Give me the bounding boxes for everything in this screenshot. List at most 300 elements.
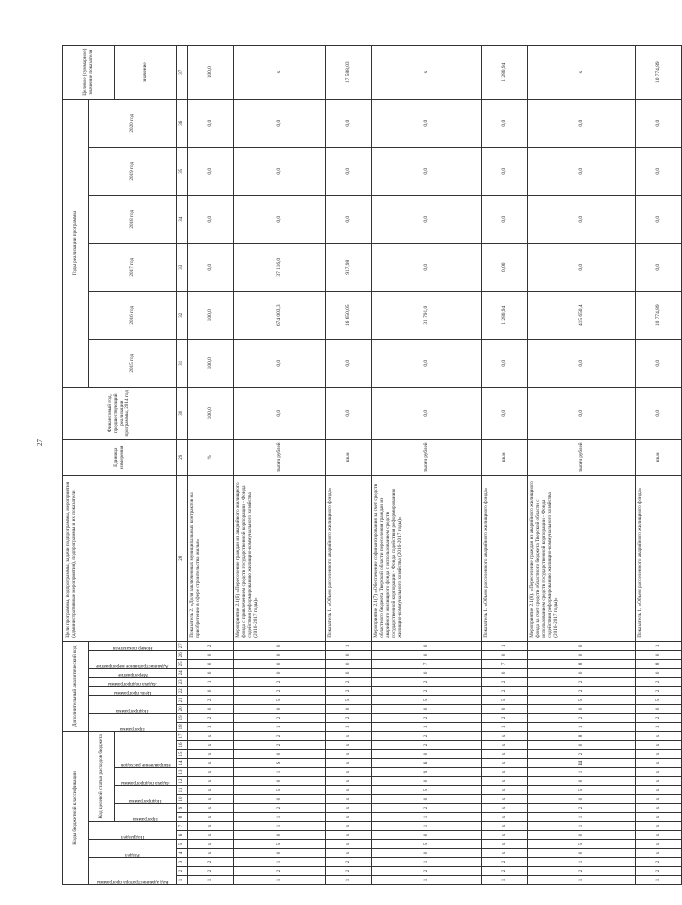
column-index-cell: 7 [177, 822, 188, 831]
code-cell: 0 [188, 668, 234, 677]
year-value-cell: 0,0 [234, 147, 326, 195]
code-cell: х [636, 840, 682, 849]
code-cell: 0 [372, 777, 482, 786]
code-cell: х [482, 813, 528, 822]
target-article-header: Код целевой статьи расходов бюджета [89, 731, 115, 821]
code-cell: 1 [528, 876, 636, 885]
code-cell: 1 [234, 813, 326, 822]
year-value-cell: 0,0 [234, 339, 326, 387]
column-index-cell: 6 [177, 831, 188, 840]
code-cell: х [482, 777, 528, 786]
code-cell: х [326, 750, 372, 759]
year-value-cell: 0,0 [528, 339, 636, 387]
code-cell: х [188, 804, 234, 813]
year-value-cell: 100,0 [188, 339, 234, 387]
column-index-cell: 11 [177, 786, 188, 795]
column-index-cell: 10 [177, 795, 188, 804]
code-cell: 0 [326, 704, 372, 713]
code-cell: 1 [234, 768, 326, 777]
table-row [482, 45, 528, 884]
column-index-cell: 13 [177, 768, 188, 777]
subprogram-header: Подпрограмма [115, 786, 177, 804]
name-column-header: Цели программы, подпрограммы, задачи подпрограммы, мероприятия (административные мероприятия), подпрограммы и их показатели [63, 475, 177, 641]
code-cell: 2 [372, 867, 482, 876]
code-cell: 2 [326, 713, 372, 722]
code-cell: 0 [234, 641, 326, 650]
code-cell: 0 [188, 686, 234, 695]
code-cell: 5 [528, 840, 636, 849]
code-cell: 2 [326, 677, 372, 686]
code-cell: х [482, 741, 528, 750]
year-value-cell: 917,98 [326, 243, 372, 291]
unit-cell: тысяч рублей [234, 439, 326, 475]
code-cell: 1 [326, 722, 372, 731]
code-cell: 0 [234, 849, 326, 858]
column-index-cell: 34 [177, 195, 188, 243]
year-value-cell: 0,0 [372, 99, 482, 147]
code-cell: 2 [482, 858, 528, 867]
row-name-cell: Мероприятие 2.1(7) «Обеспечение софинансирования за счет средств областного бюджета Тверской области переселения граждан из аварийного жилищного фонда с использованием средств государственной корпорации - Фонда содействия реформированию жилищно-коммунального хозяйства (2016-2017 годы)» [372, 475, 482, 641]
column-index-cell: 8 [177, 813, 188, 822]
year-value-cell: 0,0 [528, 147, 636, 195]
code-cell: 5 [372, 840, 482, 849]
year-value-cell: 0,00 [482, 243, 528, 291]
code-cell: 0 [372, 641, 482, 650]
year-2017-header: 2017 год [89, 243, 177, 291]
code-cell: 5 [372, 695, 482, 704]
code-cell: 1 [636, 876, 682, 885]
year-value-cell: 0,0 [636, 99, 682, 147]
code-cell: 2 [528, 677, 636, 686]
year-value-cell: 0,0 [326, 339, 372, 387]
code-cell: 5 [372, 786, 482, 795]
year-value-cell: 674 003,3 [234, 291, 326, 339]
code-cell: х [188, 759, 234, 768]
code-cell: 0 [234, 750, 326, 759]
final-value-cell: 100,0 [188, 45, 234, 99]
code-cell: 2 [234, 713, 326, 722]
fin-year-cell: 0,0 [482, 387, 528, 439]
code-cell: 5 [326, 695, 372, 704]
code-cell: 0 [234, 777, 326, 786]
year-value-cell: 0,0 [372, 147, 482, 195]
code-cell: 0 [372, 750, 482, 759]
code-cell: 0 [636, 704, 682, 713]
a-indicator-number-header: Номер показателя [89, 641, 177, 650]
year-value-cell: 0,0 [372, 243, 482, 291]
code-cell: 5 [234, 840, 326, 849]
code-cell: х [482, 750, 528, 759]
fin-year-cell: 0,0 [528, 387, 636, 439]
code-cell: х [482, 822, 528, 831]
admin-code-header: Код администратора программы [89, 858, 177, 885]
code-cell: 2 [188, 867, 234, 876]
code-cell: 2 [234, 677, 326, 686]
code-cell: х [636, 795, 682, 804]
code-cell: х [482, 786, 528, 795]
final-value-cell: х [372, 45, 482, 99]
code-cell: 0 [326, 668, 372, 677]
code-cell: 0 [234, 831, 326, 840]
year-value-cell: 0,0 [326, 99, 372, 147]
code-cell: 0 [528, 741, 636, 750]
year-value-cell: 0,0 [636, 195, 682, 243]
code-cell: 0 [234, 659, 326, 668]
code-cell: 1 [636, 722, 682, 731]
code-cell: 9 [372, 768, 482, 777]
final-value-cell: 1 280,94 [482, 45, 528, 99]
code-cell: 2 [326, 867, 372, 876]
code-cell: х [188, 795, 234, 804]
subprogram-task-header: Задача подпрограммы [115, 768, 177, 786]
unit-cell: тысяч рублей [372, 439, 482, 475]
code-cell: х [188, 786, 234, 795]
code-cell: 2 [636, 867, 682, 876]
code-cell: х [482, 795, 528, 804]
code-cell: 2 [372, 713, 482, 722]
final-value-cell: х [528, 45, 636, 99]
year-value-cell: 0,0 [372, 195, 482, 243]
code-cell: 0 [188, 704, 234, 713]
code-cell: 5 [482, 695, 528, 704]
code-cell: 1 [528, 822, 636, 831]
code-cell: 1 [234, 822, 326, 831]
code-cell: 0 [482, 668, 528, 677]
code-cell: Ш [528, 759, 636, 768]
code-cell: 1 [234, 876, 326, 885]
code-cell: 0 [482, 704, 528, 713]
code-cell: 2 [188, 695, 234, 704]
code-cell: 0 [372, 849, 482, 858]
code-cell: 2 [372, 677, 482, 686]
year-value-cell: 0,0 [188, 99, 234, 147]
code-cell: х [482, 840, 528, 849]
fin-year-cell: 0,0 [234, 387, 326, 439]
column-index-cell: 19 [177, 713, 188, 722]
code-cell: х [188, 777, 234, 786]
year-value-cell: 16 650,05 [326, 291, 372, 339]
code-cell: 5 [636, 695, 682, 704]
code-cell: 1 [372, 813, 482, 822]
a-goal-header: Цель программы [89, 686, 177, 695]
year-2019-header: 2019 год [89, 147, 177, 195]
code-cell: 7 [482, 659, 528, 668]
code-cell: 8 [528, 731, 636, 740]
program-table [62, 45, 682, 885]
column-index-cell: 21 [177, 695, 188, 704]
subsection-header: Подраздел [89, 822, 177, 840]
a-program-header: Программа [89, 713, 177, 731]
code-cell: 2 [188, 713, 234, 722]
code-cell: 2 [636, 686, 682, 695]
code-cell: 0 [372, 704, 482, 713]
code-cell: 1 [326, 876, 372, 885]
code-cell: х [326, 786, 372, 795]
column-index-cell: 1 [177, 876, 188, 885]
extra-code-header: Дополнительный аналитический код [63, 641, 89, 731]
year-value-cell: 0,0 [528, 195, 636, 243]
column-index-cell: 36 [177, 99, 188, 147]
fin-year-cell: 100,0 [188, 387, 234, 439]
column-index-cell: 25 [177, 659, 188, 668]
program-table-sheet [62, 45, 662, 885]
year-2016-header: 2016 год [89, 291, 177, 339]
code-cell: 2 [234, 804, 326, 813]
code-cell: 1 [528, 722, 636, 731]
column-index-cell: 24 [177, 668, 188, 677]
column-index-cell: 5 [177, 840, 188, 849]
year-value-cell: 0,0 [482, 147, 528, 195]
row-name-cell: Мероприятие 2.1(б) «Переселение граждан из аварийного жилищного фонда с привлечением средств государственной корпорации - Фонда содействия реформированию жилищно-коммунального хозяйства (2016-2017 годы)» [234, 475, 326, 641]
code-cell: 0 [528, 849, 636, 858]
code-cell: 5 [528, 695, 636, 704]
column-index-cell: 26 [177, 650, 188, 659]
code-cell: 1 [372, 822, 482, 831]
year-value-cell: 1 280,94 [482, 291, 528, 339]
code-cell: 0 [528, 668, 636, 677]
code-cell: 1 [528, 858, 636, 867]
unit-cell: % [188, 439, 234, 475]
code-cell: 0 [528, 650, 636, 659]
code-cell: S [234, 759, 326, 768]
code-cell: х [326, 731, 372, 740]
code-cell: х [326, 741, 372, 750]
code-cell: 2 [636, 858, 682, 867]
code-cell: 1 [234, 722, 326, 731]
code-cell: 0 [234, 650, 326, 659]
code-cell: х [188, 813, 234, 822]
column-index-cell: 20 [177, 704, 188, 713]
unit-cell: кв.м [636, 439, 682, 475]
code-cell: 2 [372, 686, 482, 695]
year-value-cell: 0,0 [188, 243, 234, 291]
year-value-cell: 0,0 [636, 243, 682, 291]
final-value-cell: 10 774,89 [636, 45, 682, 99]
year-2018-header: 2018 год [89, 195, 177, 243]
years-header: Годы реализации программы [63, 99, 89, 387]
year-value-cell: 0,0 [636, 339, 682, 387]
code-cell: х [482, 804, 528, 813]
code-cell: х [636, 813, 682, 822]
code-cell: 0 [636, 668, 682, 677]
a-admin-activity-header: Административное мероприятие [89, 650, 177, 668]
column-index-cell: 15 [177, 750, 188, 759]
code-cell: х [636, 849, 682, 858]
code-cell: 2 [528, 686, 636, 695]
year-value-cell: 0,0 [636, 147, 682, 195]
code-cell: х [636, 759, 682, 768]
code-cell: х [636, 750, 682, 759]
code-cell: 0 [188, 659, 234, 668]
code-cell: х [636, 731, 682, 740]
code-cell: х [326, 768, 372, 777]
code-cell: 1 [372, 722, 482, 731]
code-cell: 0 [326, 659, 372, 668]
code-cell: 1 [234, 858, 326, 867]
code-cell: х [482, 849, 528, 858]
code-cell: 2 [326, 858, 372, 867]
code-cell: 1 [528, 768, 636, 777]
code-cell: х [636, 804, 682, 813]
a-activity-header: Мероприятие [89, 668, 177, 677]
row-name-cell: Показатель 1. «Объем расселенного аварийного жилищного фонда» [482, 475, 528, 641]
year-value-cell: 0,0 [528, 243, 636, 291]
column-index-cell: 27 [177, 641, 188, 650]
code-cell: 2 [528, 804, 636, 813]
code-cell: 2 [482, 713, 528, 722]
code-cell: 0 [372, 668, 482, 677]
code-cell: 2 [372, 731, 482, 740]
year-value-cell: 0,0 [372, 339, 482, 387]
year-value-cell: 0,0 [482, 99, 528, 147]
code-cell: х [636, 777, 682, 786]
year-value-cell: 0,0 [482, 339, 528, 387]
code-cell: х [326, 813, 372, 822]
code-cell: 2 [234, 867, 326, 876]
column-index-cell: 23 [177, 677, 188, 686]
column-index-row [177, 45, 188, 884]
table-row [326, 45, 372, 884]
column-index-cell: 28 [177, 475, 188, 641]
code-cell: 0 [528, 831, 636, 840]
code-cell: 2 [372, 804, 482, 813]
code-cell: 2 [234, 741, 326, 750]
code-cell: 0 [234, 795, 326, 804]
column-index-cell: 35 [177, 147, 188, 195]
code-cell: х [326, 849, 372, 858]
section-header: Раздел [89, 840, 177, 858]
code-cell: х [482, 731, 528, 740]
year-2020-header: 2020 год [89, 99, 177, 147]
column-index-cell: 29 [177, 439, 188, 475]
column-index-cell: 9 [177, 804, 188, 813]
code-cell: 0 [372, 650, 482, 659]
year-value-cell: 0,0 [188, 147, 234, 195]
unit-cell: тысяч рублей [528, 439, 636, 475]
code-cell: 0 [234, 668, 326, 677]
year-2015-header: 2015 год [89, 339, 177, 387]
row-name-cell: Показатель 1. «Объем расселенного аварийного жилищного фонда» [636, 475, 682, 641]
code-cell: 1 [482, 876, 528, 885]
column-index-cell: 37 [177, 45, 188, 99]
code-cell: х [636, 786, 682, 795]
code-cell: 0 [528, 641, 636, 650]
budget-codes-header: Коды бюджетной классификации [63, 731, 89, 884]
code-cell: х [482, 759, 528, 768]
code-cell: 0 [528, 777, 636, 786]
year-value-cell: 37 116,0 [234, 243, 326, 291]
code-cell: 2 [636, 677, 682, 686]
column-index-cell: 33 [177, 243, 188, 291]
column-index-cell: 32 [177, 291, 188, 339]
code-cell: 1 [482, 722, 528, 731]
column-index-cell: 3 [177, 858, 188, 867]
code-cell: х [636, 768, 682, 777]
fin-year-cell: 0,0 [326, 387, 372, 439]
code-cell: х [326, 759, 372, 768]
year-value-cell: 0,0 [326, 195, 372, 243]
code-cell: 2 [528, 867, 636, 876]
code-cell: х [636, 741, 682, 750]
code-cell: 0 [326, 650, 372, 659]
code-cell: 1 [372, 876, 482, 885]
final-value-cell: 17 588,03 [326, 45, 372, 99]
code-cell: 2 [188, 858, 234, 867]
fin-year-cell: 0,0 [372, 387, 482, 439]
table-row [636, 45, 682, 884]
year-value-cell: 10 774,89 [636, 291, 682, 339]
code-cell: х [636, 822, 682, 831]
row-name-cell: Мероприятие 2.1(8). «Переселение граждан из аварийного жилищного фонда за счет средств областного бюджета Тверской области с использованием средств государственной корпорации - Фонда содействия реформированию жилищно-коммунального хозяйства (2016-2017 годы)» [528, 475, 636, 641]
code-cell: 2 [372, 741, 482, 750]
column-index-cell: 22 [177, 686, 188, 695]
final-value-header: Целевое (суммарное) значение показателя [63, 45, 115, 99]
code-cell: 0 [528, 704, 636, 713]
code-cell: 0 [372, 831, 482, 840]
column-index-cell: 16 [177, 741, 188, 750]
code-cell: 2 [188, 641, 234, 650]
fin-year-cell: 0,0 [636, 387, 682, 439]
code-cell: х [326, 822, 372, 831]
code-cell: 1 [188, 722, 234, 731]
code-cell: х [326, 777, 372, 786]
code-cell: х [188, 741, 234, 750]
code-cell: 2 [234, 731, 326, 740]
a-subprogram-header: Подпрограмма [89, 695, 177, 713]
code-cell: х [188, 768, 234, 777]
table-row [528, 45, 636, 884]
code-cell: 1 [636, 641, 682, 650]
year-value-cell: 0,0 [326, 147, 372, 195]
code-cell: х [326, 831, 372, 840]
code-cell: х [188, 840, 234, 849]
code-cell: 7 [372, 659, 482, 668]
page-number: 27 [36, 439, 44, 446]
code-cell: 2 [528, 713, 636, 722]
code-cell: х [188, 822, 234, 831]
year-value-cell: 0,0 [528, 99, 636, 147]
code-cell: 0 [636, 650, 682, 659]
code-cell: 1 [326, 641, 372, 650]
code-cell: х [482, 768, 528, 777]
program-header: Программа [115, 804, 177, 822]
code-cell: 2 [482, 867, 528, 876]
code-cell: 8 [528, 659, 636, 668]
code-cell: 2 [528, 750, 636, 759]
column-index-cell: 30 [177, 387, 188, 439]
code-cell: 8 [636, 659, 682, 668]
column-index-cell: 12 [177, 777, 188, 786]
code-cell: х [188, 849, 234, 858]
unit-cell: кв.м [482, 439, 528, 475]
column-index-cell: 2 [177, 867, 188, 876]
table-row [234, 45, 326, 884]
code-cell: 5 [234, 695, 326, 704]
code-cell: 0 [372, 795, 482, 804]
code-cell: 0 [482, 650, 528, 659]
code-cell: х [326, 804, 372, 813]
code-cell: 2 [234, 686, 326, 695]
column-index-cell: 4 [177, 849, 188, 858]
table-row [372, 45, 482, 884]
code-cell: 1 [528, 813, 636, 822]
code-cell: х [482, 831, 528, 840]
code-cell: х [636, 831, 682, 840]
column-index-cell: 31 [177, 339, 188, 387]
code-cell: 2 [636, 713, 682, 722]
unit-column-header: Единица измерения [63, 439, 177, 475]
unit-cell: кв.м [326, 439, 372, 475]
